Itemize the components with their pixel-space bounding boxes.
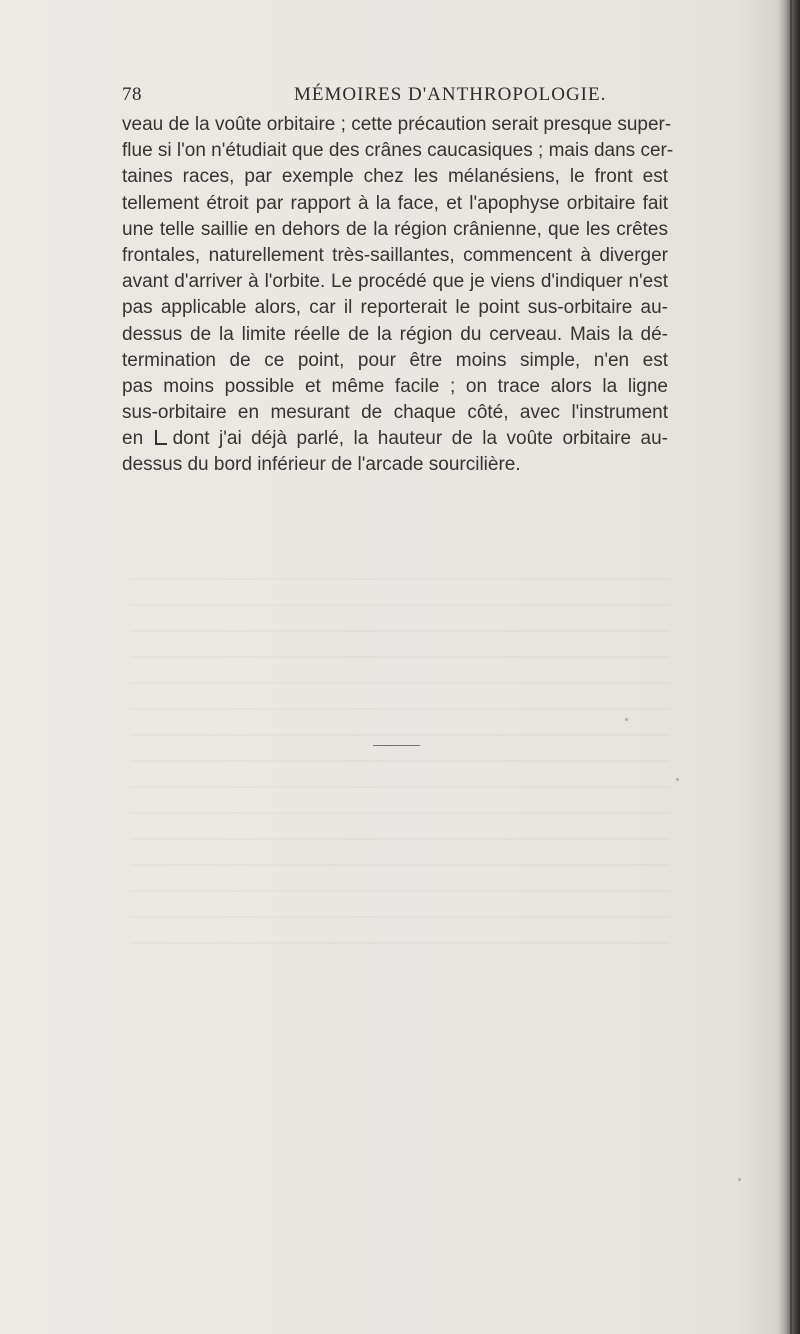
text-fragment: dont j'ai déjà parlé, la hauteur de la voûte orbitaire au- <box>172 428 669 450</box>
text-line: une telle saillie en dehors de la région crânienne, que les crêtes <box>122 218 668 240</box>
text-line: flue si l'on n'étudiait que des crânes caucasiques ; mais dans cer- <box>122 140 674 162</box>
text-line: avant d'arriver à l'orbite. Le procédé que je viens d'indiquer n'est <box>122 271 668 293</box>
text-line: veau de la voûte orbitaire ; cette précaution serait presque super- <box>122 114 672 135</box>
text-line: sus-orbitaire en mesurant de chaque côté, avec l'instrument <box>122 402 668 424</box>
paper-speck <box>738 1178 741 1181</box>
text-line: pas applicable alors, car il reporterait le point sus-orbitaire au- <box>122 297 668 319</box>
show-through-texture <box>130 560 670 960</box>
paper-speck <box>676 778 679 781</box>
text-line: frontales, naturellement très-saillantes, commencent à diverger <box>122 244 668 266</box>
text-line: taines races, par exemple chez les mélanésiens, le front est <box>122 166 668 188</box>
page-header <box>122 84 662 108</box>
text-fragment: en <box>122 428 144 450</box>
paper-speck <box>625 718 628 721</box>
text-line: pas moins possible et même facile ; on trace alors la ligne <box>122 375 668 397</box>
binding-line <box>790 0 792 1334</box>
right-angle-bracket-icon <box>155 430 167 445</box>
body-paragraph <box>122 112 674 479</box>
binding-edge <box>778 0 800 1334</box>
page-number: 78 <box>122 84 142 105</box>
text-line: dessus du bord inférieur de l'arcade sourcilière. <box>122 454 521 476</box>
text-line: termination de ce point, pour être moins simple, n'en est <box>122 349 668 371</box>
section-divider <box>373 745 420 746</box>
text-line: dessus de la limite réelle de la région du cerveau. Mais la dé- <box>122 323 668 345</box>
text-line: tellement étroit par rapport à la face, et l'apophyse orbitaire fait <box>122 192 668 214</box>
text-line-with-symbol <box>122 426 668 452</box>
running-head: MÉMOIRES D'ANTHROPOLOGIE. <box>294 84 607 105</box>
